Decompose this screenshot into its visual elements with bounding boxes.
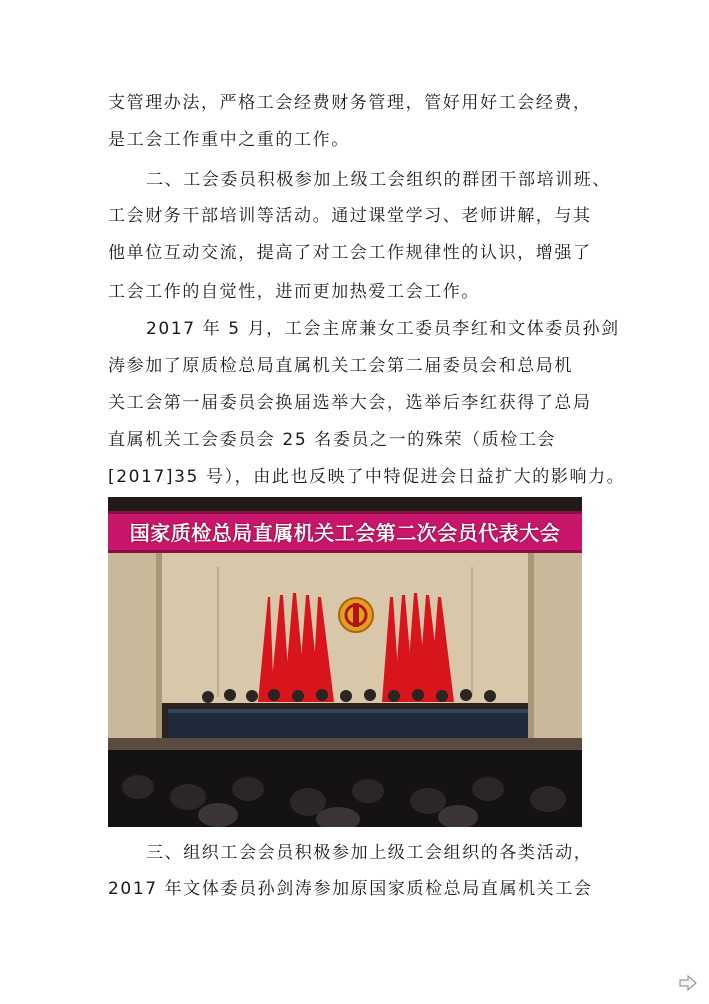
paragraph-line: 他单位互动交流，提高了对工会工作规律性的认识，增强了: [108, 243, 592, 263]
photo-banner-text: 国家质检总局直属机关工会第二次会员代表大会: [129, 521, 561, 545]
arrow-right-icon[interactable]: [679, 975, 697, 991]
paragraph-line: 工会工作的自觉性，进而更加热爱工会工作。: [108, 282, 480, 302]
conference-photo-scene: [108, 497, 582, 827]
paragraph-line: 二、工会委员积极参加上级工会组织的群团干部培训班、: [146, 170, 611, 190]
paragraph-line: 涛参加了原质检总局直属机关工会第二届委员会和总局机: [108, 356, 573, 376]
paragraph-line: [2017]35 号），由此也反映了中特促进会日益扩大的影响力。: [108, 467, 626, 487]
paragraph-line: 2017 年 5 月，工会主席兼女工委员李红和文体委员孙剑: [146, 319, 620, 339]
paragraph-line: 工会财务干部培训等活动。通过课堂学习、老师讲解，与其: [108, 206, 592, 226]
paragraph-line: 直属机关工会委员会 25 名委员之一的殊荣（质检工会: [108, 430, 557, 450]
paragraph-line: 关工会第一届委员会换届选举大会，选举后李红获得了总局: [108, 393, 592, 413]
conference-photo: [108, 497, 582, 827]
paragraph-line: 三、组织工会会员积极参加上级工会组织的各类活动，: [146, 843, 593, 863]
paragraph-line: 是工会工作重中之重的工作。: [108, 130, 350, 150]
paragraph-line: 支管理办法，严格工会经费财务管理，管好用好工会经费，: [108, 93, 592, 113]
paragraph-line: 2017 年文体委员孙剑涛参加原国家质检总局直属机关工会: [108, 879, 593, 899]
